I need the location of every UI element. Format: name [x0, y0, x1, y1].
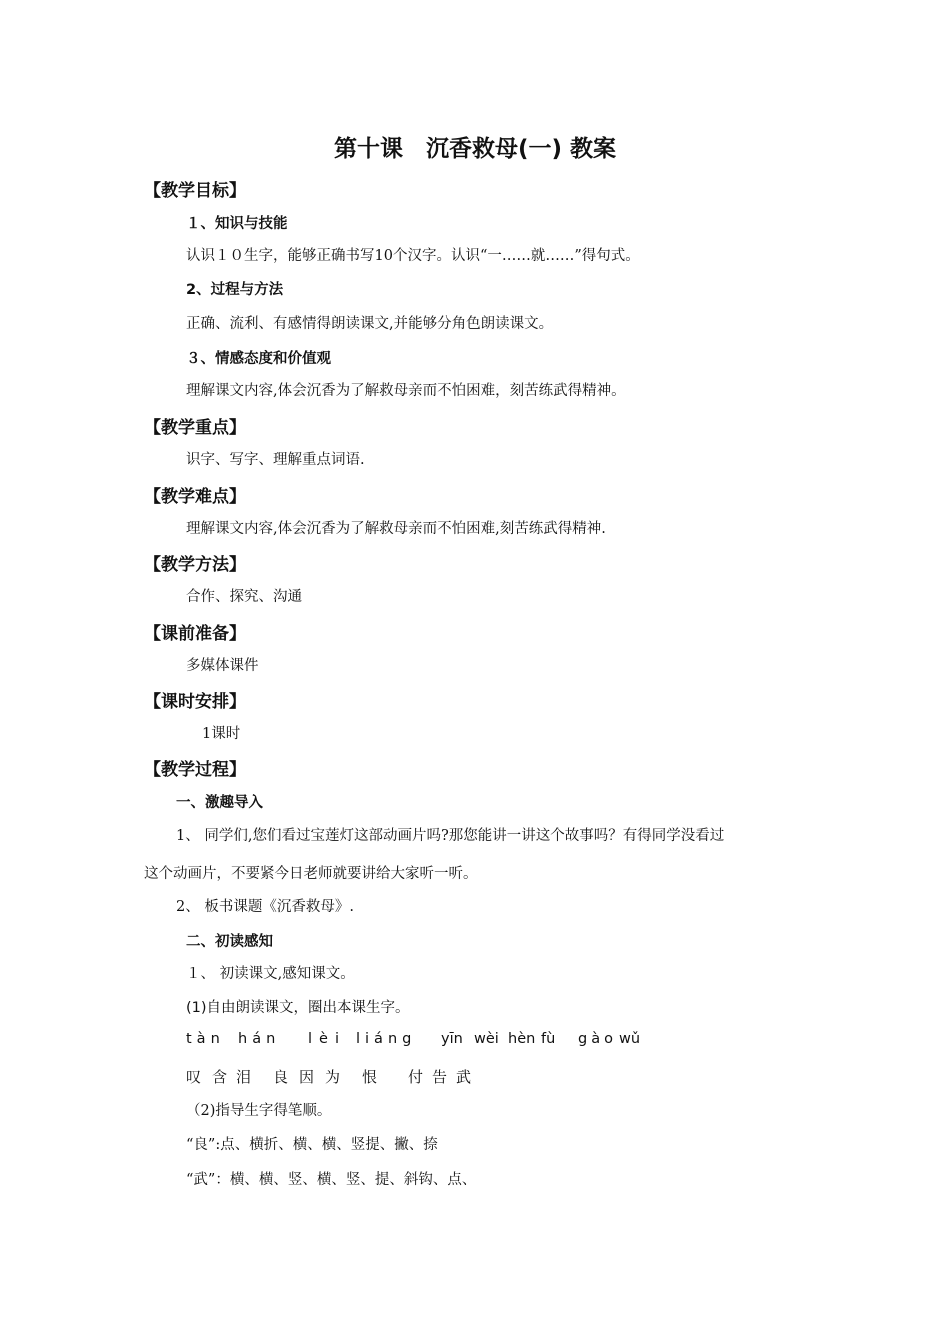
pinyin-item: lèi — [308, 1031, 346, 1047]
section-heading-goals: 【教学目标】 — [144, 181, 246, 201]
process-part-1-title: 一、激趣导入 — [176, 795, 263, 811]
character-item: 告 — [432, 1068, 448, 1086]
character-item: 良 — [273, 1068, 289, 1086]
character-item: 武 — [456, 1068, 472, 1086]
goal-3-text: 理解课文内容,体会沉香为了解救母亲而不怕困难，刻苦练武得精神。 — [186, 383, 626, 399]
goal-2-text: 正确、流利、有感情得朗读课文,并能够分角色朗读课文。 — [186, 316, 554, 332]
section-heading-preparation: 【课前准备】 — [144, 624, 246, 644]
character-item: 叹 — [186, 1068, 202, 1086]
pinyin-item: hèn — [508, 1031, 536, 1047]
pinyin-item: wǔ — [619, 1031, 641, 1047]
pinyin-item: gào — [578, 1031, 617, 1047]
reading-step-1a: (1)自由朗读课文，圈出本课生字。 — [186, 1000, 410, 1016]
pinyin-item: wèi — [474, 1031, 499, 1047]
stroke-order-wu: “武”：横、横、竖、横、竖、提、斜钩、点、 — [186, 1172, 477, 1188]
difficulties-text: 理解课文内容,体会沉香为了解救母亲而不怕困难,刻苦练武得精神. — [186, 521, 606, 537]
character-item: 为 — [325, 1068, 341, 1086]
schedule-text: 1课时 — [202, 726, 241, 742]
character-item: 恨 — [362, 1068, 378, 1086]
goal-1-title: １、知识与技能 — [186, 216, 288, 232]
process-step-1-line-2: 这个动画片，不要紧今日老师就要讲给大家听一听。 — [144, 866, 478, 882]
preparation-text: 多媒体课件 — [186, 658, 259, 674]
process-step-1-line-1: 1、 同学们,您们看过宝莲灯这部动画片吗?那您能讲一讲这个故事吗？有得同学没看过 — [176, 828, 725, 844]
process-part-2-title: 二、初读感知 — [186, 934, 273, 950]
methods-text: 合作、探究、沟通 — [186, 589, 302, 605]
process-step-2: 2、 板书课题《沉香救母》. — [176, 899, 354, 915]
section-heading-key-points: 【教学重点】 — [144, 418, 246, 438]
section-heading-process: 【教学过程】 — [144, 760, 246, 780]
pinyin-item: tàn — [186, 1031, 225, 1047]
character-item: 含 — [212, 1068, 228, 1086]
goal-2-title: 2、过程与方法 — [186, 282, 284, 298]
character-item: 付 — [408, 1068, 424, 1086]
goal-3-title: ３、情感态度和价值观 — [186, 351, 331, 367]
pinyin-item: liáng — [356, 1031, 417, 1047]
pinyin-item: yīn — [441, 1031, 463, 1047]
stroke-order-liang: “良”:点、横折、横、横、竖提、撇、捺 — [186, 1137, 438, 1153]
character-item: 因 — [299, 1068, 315, 1086]
reading-step-1b: （2)指导生字得笔顺。 — [186, 1103, 332, 1119]
key-points-text: 识字、写字、理解重点词语. — [186, 452, 365, 468]
character-item: 泪 — [236, 1068, 252, 1086]
page-title: 第十课 沉香救母(一) 教案 — [333, 136, 617, 162]
section-heading-difficulties: 【教学难点】 — [144, 487, 246, 507]
goal-1-text: 认识１０生字，能够正确书写10个汉字。认识“一……就……”得句式。 — [186, 248, 640, 264]
pinyin-item: hán — [238, 1031, 281, 1047]
reading-step-1: １、 初读课文,感知课文。 — [186, 966, 355, 982]
section-heading-schedule: 【课时安排】 — [144, 692, 246, 712]
section-heading-methods: 【教学方法】 — [144, 555, 246, 575]
pinyin-item: fù — [541, 1031, 556, 1047]
